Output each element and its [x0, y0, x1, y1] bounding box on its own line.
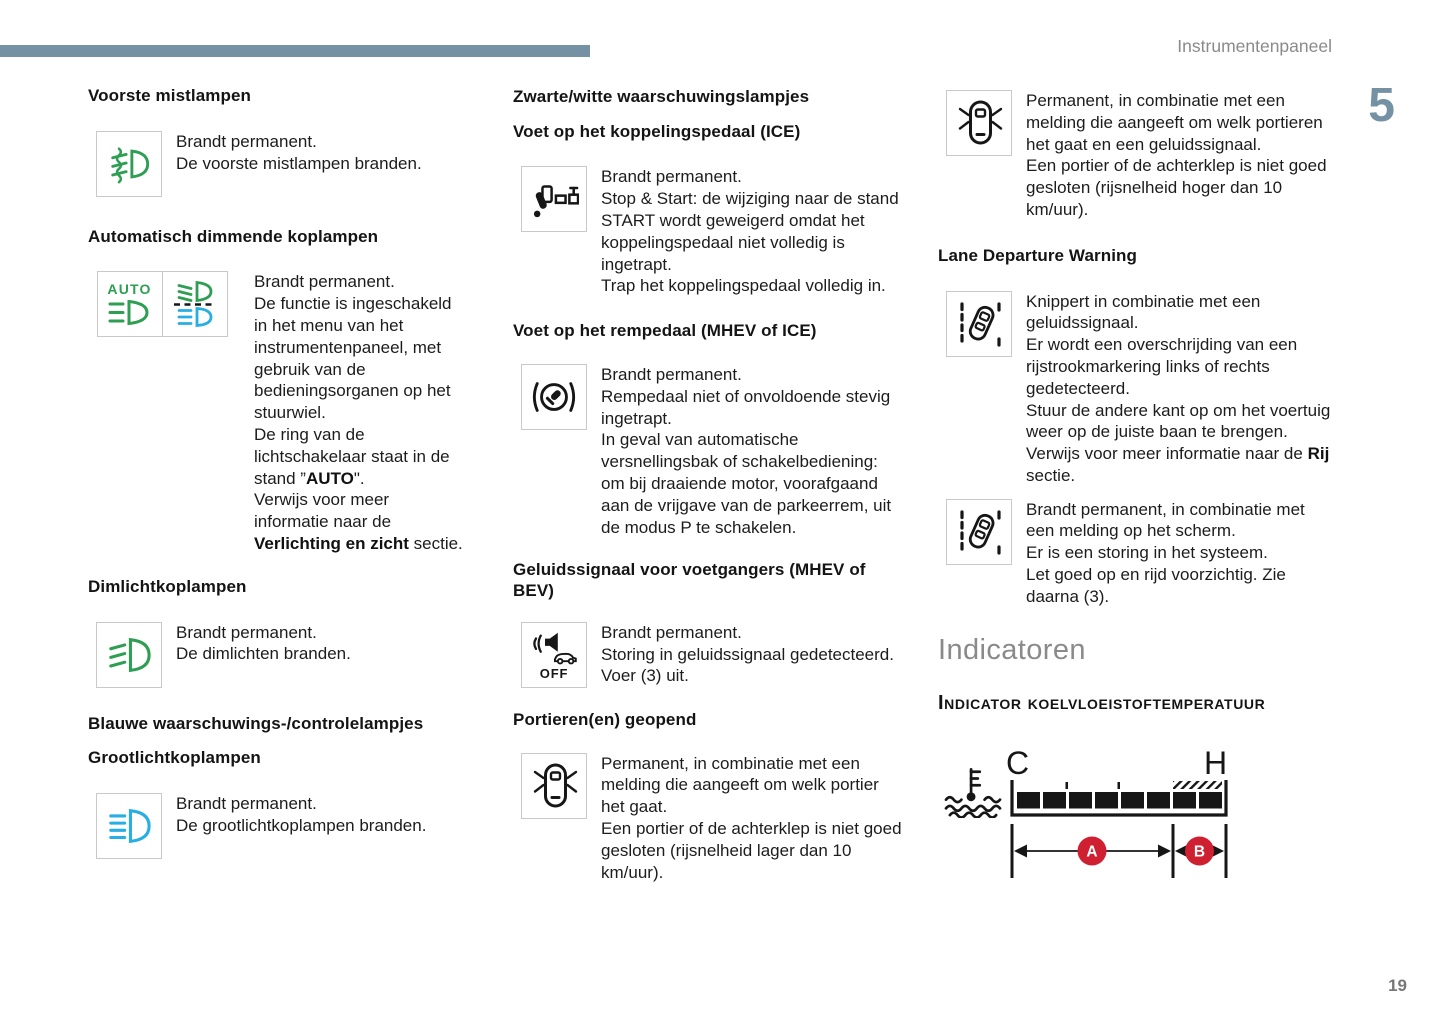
- entry-text: [254, 271, 466, 554]
- warning-light-tile: [946, 499, 1012, 565]
- text-line: Knippert in combinatie met een geluidssignaal.: [1026, 291, 1261, 333]
- text-line: Brandt permanent.: [176, 622, 317, 642]
- heading-doors-open: Portieren(en) geopend: [513, 709, 697, 729]
- text-line: De ring van de lichtschakelaar staat in de stand ”AUTO".: [254, 425, 450, 488]
- text-line: Een portier of de achterklep is niet goed gesloten (rijsnelheid lager dan 10 km/uur).: [601, 818, 902, 882]
- heading-black-white-lamps: Zwarte/witte waarschuwingslampjes: [513, 87, 810, 106]
- lane-departure-entry: [946, 291, 1334, 487]
- entry-text: [1026, 90, 1334, 221]
- coolant-temperature-icon: [942, 764, 1004, 818]
- text-line: De voorste mistlampen branden.: [176, 153, 422, 173]
- lane-departure-icon: [954, 507, 1004, 557]
- column-left: [88, 86, 468, 859]
- entry-text: [601, 753, 903, 884]
- entry-text: [601, 166, 903, 297]
- doors-open-icon: [529, 760, 579, 812]
- text-line: Brandt permanent.: [601, 622, 742, 642]
- text-line: Verwijs voor meer informatie naar de Rij sectie.: [1026, 444, 1330, 485]
- text-line: Brandt permanent.: [176, 131, 317, 151]
- text-line: Er is een storing in het systeem.: [1026, 543, 1268, 563]
- text-line: Trap het koppelingspedaal volledig in.: [601, 276, 886, 296]
- chapter-accent-bar: [0, 45, 590, 57]
- pedestrian-horn-off-icon: [529, 629, 579, 665]
- off-label: OFF: [539, 666, 569, 682]
- dipped-beam-entry: [96, 622, 468, 688]
- warning-light-tile: [946, 291, 1012, 357]
- text-line: In geval van automatische versnellingsbak of schakelbediening: om bij draaiende motor, voorafgaand aan de vrijgave van de parkeerrem, uit de modus P te schakelen.: [601, 430, 892, 537]
- heading-coolant-indicator: Indicator koelvloeistoftemperatuur: [938, 691, 1266, 714]
- lane-departure-icon: [954, 299, 1004, 349]
- warning-light-tile: [946, 90, 1012, 156]
- entry-text: [176, 793, 468, 837]
- heading-main-beam: Grootlichtkoplampen: [88, 748, 261, 768]
- warning-light-tile: [96, 271, 228, 337]
- entry-text: [601, 364, 903, 538]
- gauge-zone-a-label: A: [1086, 843, 1098, 861]
- heading-clutch-pedal: Voet op het koppelingspedaal (ICE): [513, 121, 801, 141]
- text-line: De grootlichtkoplampen branden.: [176, 815, 427, 835]
- text-line: De functie is ingeschakeld in het menu van het instrumentenpaneel, met gebruik van de bedieningsorganen op het stuurwiel.: [254, 294, 452, 423]
- gauge-hot-label: H: [1204, 744, 1228, 781]
- text-line: Verwijs voor meer informatie naar de Verlichting en zicht sectie.: [254, 490, 463, 554]
- doors-open-entry: [521, 753, 905, 884]
- dipped-beam-icon: [106, 632, 152, 678]
- gauge-zone-a: [1014, 836, 1171, 865]
- column-right: [938, 90, 1334, 886]
- auto-headlamp-entry: [96, 271, 468, 554]
- text-line: Permanent, in combinatie met een melding die aangeeft om welk portier het gaat.: [601, 753, 879, 817]
- clutch-pedal-entry: [521, 166, 905, 297]
- text-line: Brandt permanent.: [601, 364, 742, 384]
- heading-pedestrian-horn: Geluidssignaal voor voetgangers (MHEV of BEV): [513, 560, 866, 601]
- beam-switch-tile: [162, 271, 228, 337]
- text-line: Storing in geluidssignaal gedetecteerd.: [601, 644, 894, 664]
- text-line: Een portier of de achterklep is niet goed gesloten (rijsnelheid hoger dan 10 km/uur).: [1026, 156, 1327, 219]
- column-middle: [513, 87, 905, 883]
- warning-light-tile: [96, 131, 162, 197]
- heading-blue-warning-lamps: Blauwe waarschuwings-/controlelampjes: [88, 713, 424, 733]
- entry-text: [1026, 499, 1334, 608]
- main-beam-icon: [106, 803, 152, 849]
- gauge-cold-label: C: [1006, 744, 1030, 781]
- main-beam-entry: [96, 793, 468, 859]
- text-line: Brandt permanent, in combinatie met een melding op het scherm.: [1026, 499, 1305, 541]
- running-header: Instrumentenpaneel: [1177, 36, 1332, 56]
- text-line: Let goed op en rijd voorzichtig. Zie daarna (3).: [1026, 565, 1286, 606]
- auto-label: AUTO: [107, 281, 152, 298]
- warning-light-tile: [96, 622, 162, 688]
- warning-light-tile: [521, 166, 587, 232]
- heading-dipped-beam: Dimlichtkoplampen: [88, 576, 247, 596]
- gauge-zone-b-label: B: [1193, 843, 1206, 861]
- auto-headlights-icon: [170, 279, 220, 329]
- text-line: Rempedaal niet of onvoldoende stevig ingetrapt.: [601, 386, 891, 428]
- pedestrian-horn-entry: [521, 622, 905, 688]
- text-line: Brandt permanent.: [254, 272, 395, 292]
- text-line: Permanent, in combinatie met een melding die aangeeft om welk portieren het gaat en een geluidssignaal.: [1026, 91, 1323, 154]
- text-line: Brandt permanent.: [601, 167, 742, 187]
- entry-text: [1026, 291, 1334, 487]
- dipped-beam-small-icon: [108, 300, 152, 326]
- heading-front-fog-lights: Voorste mistlampen: [88, 86, 252, 105]
- heading-brake-pedal: Voet op het rempedaal (MHEV of ICE): [513, 321, 817, 341]
- doors-open-sound-entry: [946, 90, 1334, 221]
- heading-auto-headlamp-dipping: Automatisch dimmende koplampen: [88, 226, 379, 246]
- warning-light-tile: [521, 753, 587, 819]
- coolant-gauge-diagram: [1004, 736, 1264, 886]
- coolant-gauge-figure: [942, 736, 1334, 886]
- entry-text: [601, 622, 903, 687]
- warning-light-tile: [521, 622, 587, 688]
- gauge-hot-zone-hatch: [1173, 781, 1222, 789]
- clutch-pedal-icon: [529, 174, 579, 224]
- auto-mode-tile: [97, 271, 163, 337]
- brake-pedal-icon: [529, 374, 579, 420]
- entry-text: [176, 131, 468, 175]
- text-line: Stuur de andere kant op om het voertuig weer op de juiste baan te brengen.: [1026, 400, 1331, 442]
- gauge-zone-b: [1175, 836, 1224, 865]
- brake-pedal-entry: [521, 364, 905, 538]
- page-number: 19: [1388, 976, 1407, 995]
- text-line: Er wordt een overschrijding van een rijstrookmarkering links of rechts gedetecteerd.: [1026, 335, 1298, 398]
- doors-open-icon: [954, 97, 1004, 149]
- entry-text: [176, 622, 468, 666]
- text-line: Voer (3) uit.: [601, 666, 689, 686]
- front-fog-lights-icon: [106, 141, 152, 187]
- lane-departure-fault-entry: [946, 499, 1334, 608]
- heading-lane-departure-warning: Lane Departure Warning: [938, 245, 1137, 265]
- text-line: De dimlichten branden.: [176, 644, 351, 664]
- text-line: Brandt permanent.: [176, 794, 317, 814]
- chapter-number: 5: [1368, 79, 1395, 132]
- text-line: Stop & Start: de wijziging naar de stand START wordt geweigerd omdat het koppelingspedaal niet volledig is ingetrapt.: [601, 189, 899, 274]
- heading-indicators: Indicatoren: [938, 633, 1086, 666]
- front-fog-lights-entry: [96, 131, 468, 197]
- warning-light-tile: [96, 793, 162, 859]
- warning-light-tile: [521, 364, 587, 430]
